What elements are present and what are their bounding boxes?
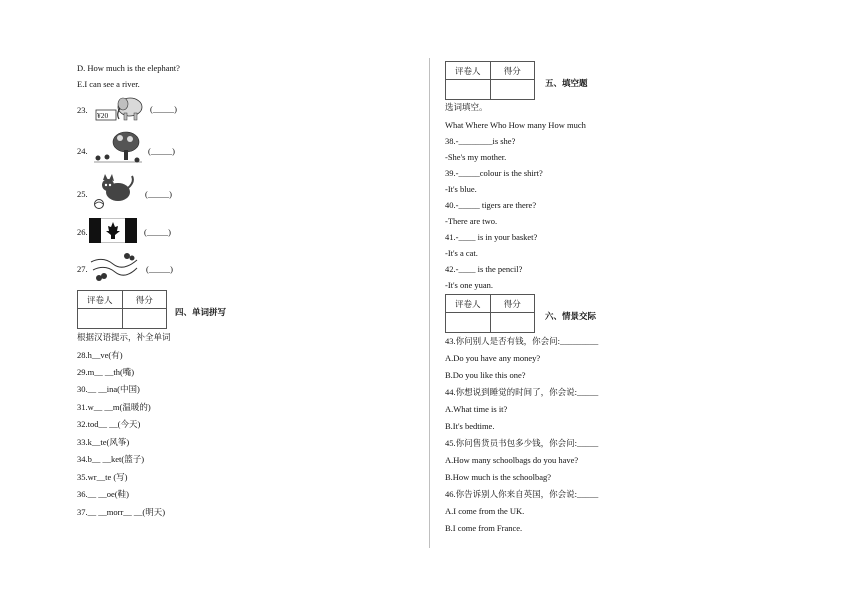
situation-line: 43.你问别人是否有钱，你会问:_________	[445, 336, 599, 346]
fill-line: 41.-____ is in your basket?	[445, 232, 538, 242]
fill-line: -She's my mother.	[445, 152, 507, 162]
fill-line: -There are two.	[445, 216, 498, 226]
spelling-item: 28.h__ve(有)	[77, 350, 123, 360]
answer-blank: (_____)	[150, 104, 177, 114]
question-number: 27.	[77, 264, 88, 274]
question-number: 26.	[77, 227, 88, 237]
tree-flowers-icon	[92, 130, 144, 164]
situation-line: A.What time is it?	[445, 404, 508, 414]
section-title: 四、单词拼写	[175, 308, 227, 318]
answer-blank: (_____)	[144, 227, 171, 237]
spelling-item: 32.tod__ __(今天)	[77, 419, 141, 429]
spelling-item: 36.__ __oe(鞋)	[77, 489, 129, 499]
grader-blank	[78, 309, 123, 329]
section-title: 六、情景交际	[545, 312, 597, 322]
fill-line: -It's one yuan.	[445, 280, 494, 290]
score-cell: 得分	[490, 295, 535, 313]
spelling-item: 37.__ __morr__ __(明天)	[77, 507, 166, 517]
grader-blank	[446, 80, 491, 100]
option-d: D. How much is the elephant?	[77, 63, 180, 73]
spelling-item: 35.wr__te (写)	[77, 472, 128, 482]
question-number: 23.	[77, 105, 88, 115]
section-title: 五、填空题	[545, 79, 588, 89]
grader-cell: 评卷人	[446, 295, 491, 313]
situation-line: B.I come from France.	[445, 523, 523, 533]
cat-ball-icon	[92, 174, 136, 210]
question-number: 24.	[77, 146, 88, 156]
word-bank: What Where Who How many How much	[445, 120, 586, 130]
instruction: 选词填空。	[445, 102, 488, 112]
grader-cell: 评卷人	[78, 291, 123, 309]
situation-line: 46.你告诉别人你来自英国，你会说:_____	[445, 489, 599, 499]
situation-line: B.How much is the schoolbag?	[445, 472, 551, 482]
spelling-item: 30.__ __ina(中国)	[77, 384, 140, 394]
answer-blank: (_____)	[146, 264, 173, 274]
fill-line: 42.-____ is the pencil?	[445, 264, 523, 274]
situation-line: B.It's bedtime.	[445, 421, 495, 431]
score-blank	[490, 80, 535, 100]
price-tag: ¥20	[97, 111, 109, 120]
column-divider	[429, 58, 430, 548]
canada-flag-icon	[89, 218, 137, 243]
grader-blank	[446, 313, 491, 333]
fill-line: -It's a cat.	[445, 248, 478, 258]
score-table	[77, 290, 167, 329]
spelling-item: 29.m__ __th(嘴)	[77, 367, 135, 377]
situation-line: A.Do you have any money?	[445, 353, 541, 363]
answer-blank: (_____)	[148, 146, 175, 156]
situation-line: A.I come from the UK.	[445, 506, 525, 516]
score-blank	[122, 309, 167, 329]
spelling-item: 34.b__ __ket(篮子)	[77, 454, 145, 464]
spelling-item: 33.k__te(风筝)	[77, 437, 130, 447]
score-table	[445, 61, 535, 100]
question-number: 25.	[77, 189, 88, 199]
option-e: E.I can see a river.	[77, 79, 140, 89]
situation-line: 44.你想说到睡觉的时间了，你会说:_____	[445, 387, 599, 397]
situation-line: B.Do you like this one?	[445, 370, 526, 380]
spelling-item: 31.w__ __m(温暖的)	[77, 402, 151, 412]
situation-line: 45.你问售货员书包多少钱，你会问:_____	[445, 438, 599, 448]
fill-line: -It's blue.	[445, 184, 477, 194]
fill-line: 38.-________is she?	[445, 136, 516, 146]
fill-line: 39.-_____colour is the shirt?	[445, 168, 543, 178]
grader-cell: 评卷人	[446, 62, 491, 80]
score-cell: 得分	[490, 62, 535, 80]
score-cell: 得分	[122, 291, 167, 309]
score-table	[445, 294, 535, 333]
answer-blank: (_____)	[145, 189, 172, 199]
instruction: 根据汉语提示，补全单词	[77, 332, 171, 342]
situation-line: A.How many schoolbags do you have?	[445, 455, 579, 465]
river-icon	[89, 252, 139, 284]
fill-line: 40.-_____ tigers are there?	[445, 200, 537, 210]
score-blank	[490, 313, 535, 333]
